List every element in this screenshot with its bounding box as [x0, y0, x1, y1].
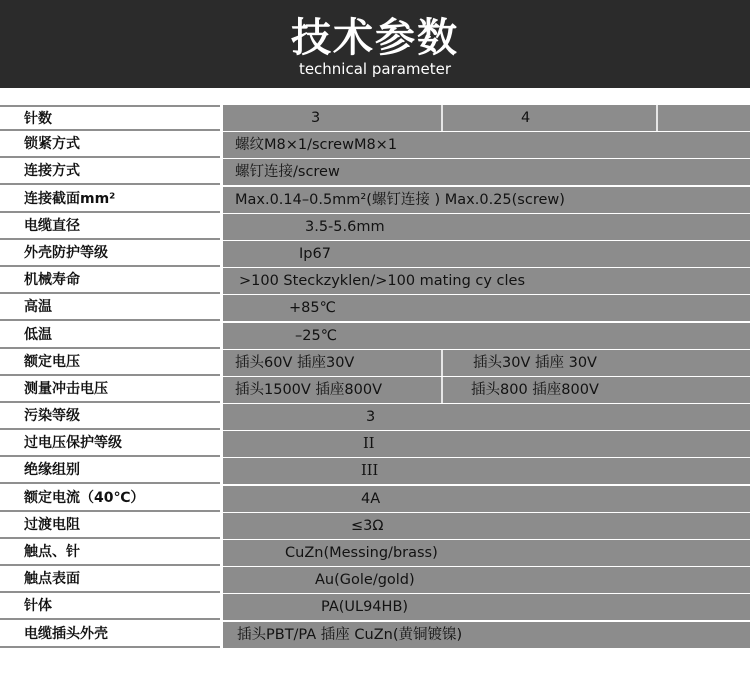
column-divider	[656, 105, 658, 131]
row-label: 连接截面mm²	[0, 187, 220, 213]
row-value	[223, 187, 750, 213]
row-label: 过渡电阻	[0, 513, 220, 539]
spec-table	[0, 105, 750, 649]
row-label: 针体	[0, 594, 220, 620]
value-cell: 插头1500V 插座800V	[235, 381, 383, 398]
value-cell: 3	[311, 110, 321, 126]
row-label: 电缆插头外壳	[0, 622, 220, 648]
row-value	[223, 567, 750, 593]
row-value	[223, 594, 750, 620]
value-cell: Ip67	[299, 245, 331, 262]
value-cell: 3	[366, 409, 376, 426]
value-cell: 插头60V 插座30V	[235, 354, 355, 371]
column-divider	[441, 377, 443, 403]
value-cell: 4	[521, 110, 531, 126]
column-divider	[441, 105, 443, 131]
row-label: 连接方式	[0, 159, 220, 185]
row-label: 触点表面	[0, 567, 220, 593]
row-label: 电缆直径	[0, 214, 220, 240]
table-row	[0, 377, 750, 404]
row-value	[223, 431, 750, 457]
row-label: 锁紧方式	[0, 132, 220, 158]
value-cell: Au(Gole/gold)	[315, 572, 415, 589]
row-value	[223, 404, 750, 430]
value-cell: +85℃	[289, 300, 336, 317]
value-cell: PA(UL94HB)	[321, 599, 409, 616]
row-label: 污染等级	[0, 404, 220, 430]
row-value	[223, 622, 750, 648]
row-value	[223, 458, 750, 484]
row-value	[223, 540, 750, 566]
value-cell: 螺纹M8×1/screwM8×1	[235, 137, 398, 154]
row-label: 额定电压	[0, 350, 220, 376]
table-row	[0, 159, 750, 186]
row-value	[223, 159, 750, 185]
table-row	[0, 567, 750, 594]
row-value	[223, 323, 750, 349]
table-row	[0, 431, 750, 458]
value-cell: Max.0.14–0.5mm²(螺钉连接 ) Max.0.25(screw)	[235, 191, 565, 208]
value-cell: >100 Steckzyklen/>100 mating cy cles	[239, 273, 526, 290]
table-row	[0, 594, 750, 621]
row-label: 过电压保护等级	[0, 431, 220, 457]
page-title: 技术参数	[291, 15, 459, 61]
value-cell: 插头PBT/PA 插座 CuZn(黄铜镀镍)	[237, 626, 463, 643]
row-label: 机械寿命	[0, 268, 220, 294]
table-row	[0, 350, 750, 377]
row-label: 触点、针	[0, 540, 220, 566]
value-cell: ≤3Ω	[351, 517, 384, 534]
value-cell: II	[363, 436, 375, 453]
table-row	[0, 458, 750, 485]
row-value	[223, 241, 750, 267]
row-value	[223, 295, 750, 321]
value-cell: 3.5-5.6mm	[305, 218, 385, 235]
value-cell: CuZn(Messing/brass)	[285, 545, 438, 561]
table-row	[0, 486, 750, 513]
row-value	[223, 268, 750, 294]
value-cell: 插头800 插座800V	[471, 381, 599, 398]
row-label: 额定电流（40℃）	[0, 486, 220, 512]
row-value	[223, 486, 750, 512]
table-row	[0, 132, 750, 159]
row-value	[223, 132, 750, 158]
value-cell: III	[361, 463, 379, 480]
table-row	[0, 295, 750, 322]
table-row	[0, 268, 750, 295]
row-value	[223, 214, 750, 240]
value-cell: –25℃	[295, 327, 337, 344]
row-value	[223, 350, 750, 376]
table-row	[0, 404, 750, 431]
value-cell: 螺钉连接/screw	[235, 164, 340, 181]
table-row	[0, 323, 750, 350]
row-label: 针数	[0, 105, 220, 131]
column-divider	[441, 350, 443, 376]
row-label: 高温	[0, 295, 220, 321]
table-row	[0, 105, 750, 132]
page-subtitle: technical parameter	[298, 60, 452, 78]
table-row	[0, 622, 750, 649]
header-banner	[0, 0, 750, 88]
row-label: 低温	[0, 323, 220, 349]
row-label: 测量冲击电压	[0, 377, 220, 403]
table-row	[0, 241, 750, 268]
row-value	[223, 377, 750, 403]
row-value	[223, 513, 750, 539]
table-row	[0, 187, 750, 214]
value-cell: 插头30V 插座 30V	[473, 354, 597, 371]
table-row	[0, 540, 750, 567]
table-row	[0, 513, 750, 540]
table-row	[0, 214, 750, 241]
row-value	[223, 105, 750, 131]
row-label: 外壳防护等级	[0, 241, 220, 267]
row-label: 绝缘组别	[0, 458, 220, 484]
value-cell: 4A	[361, 490, 381, 507]
